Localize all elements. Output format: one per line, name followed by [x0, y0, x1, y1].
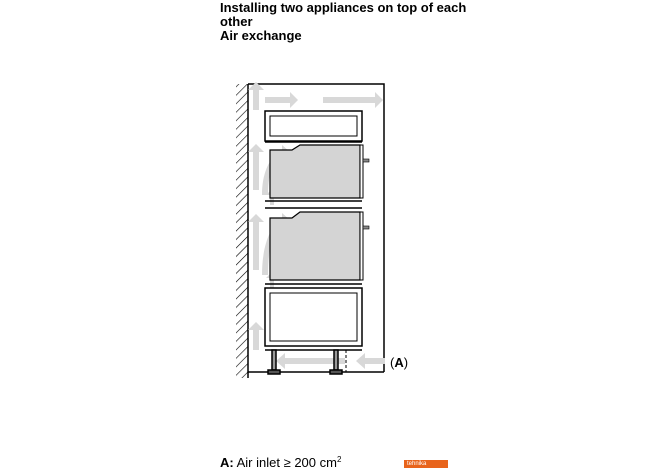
wall [236, 84, 248, 378]
lower-compartment [265, 288, 362, 346]
watermark-badge: tehnika [404, 460, 448, 468]
top-compartment [265, 111, 362, 141]
callout-a: (A) [390, 355, 409, 370]
arrow-up-mid-2 [248, 214, 264, 270]
arrow-up-top [248, 82, 264, 110]
arrow-up-mid-1 [248, 144, 264, 190]
arrow-inlet [356, 353, 385, 369]
arrow-top-right [323, 92, 383, 108]
caption [220, 455, 341, 470]
arrow-up-bottom [248, 322, 264, 350]
caption-key: A: [220, 455, 234, 470]
title-line-1: Installing two appliances on top of each [220, 0, 467, 15]
title-line-3: Air exchange [220, 28, 302, 43]
caption-superscript: 2 [336, 455, 342, 464]
upper-oven [265, 142, 369, 201]
caption-text: Air inlet ≥ 200 cm [236, 455, 337, 470]
lower-oven [265, 208, 369, 284]
title-line-2: other [220, 14, 253, 29]
arrow-top-left [265, 92, 298, 108]
